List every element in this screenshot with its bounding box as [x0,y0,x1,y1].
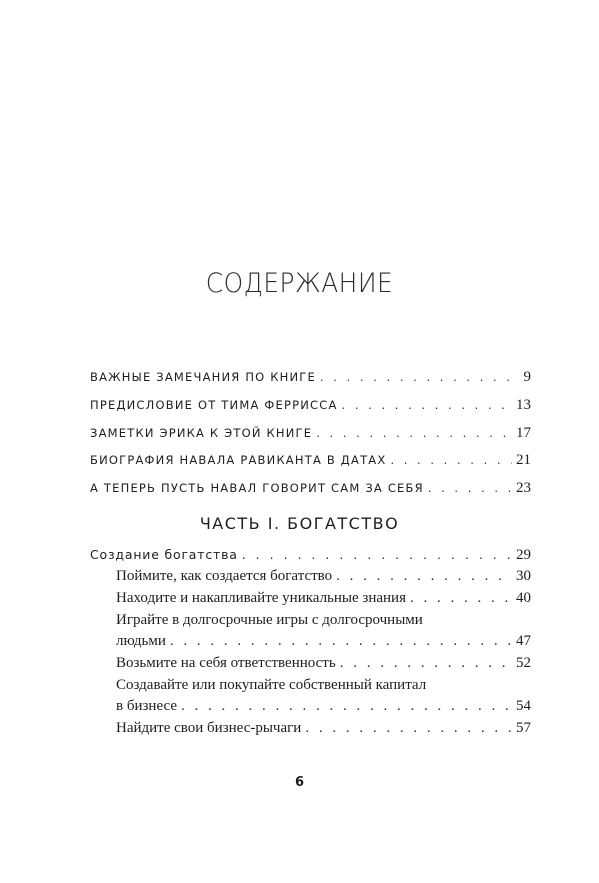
leader-dots [316,426,512,440]
toc-chapter[interactable] [116,698,531,715]
toc-chapter-page: 57 [516,720,531,736]
toc-chapter-label-line2: людьми [116,633,166,649]
leader-dots [242,547,512,562]
leader-dots [342,398,512,412]
toc-chapter-page: 40 [516,590,531,606]
leader-dots [170,633,512,650]
toc-entry-page: 9 [523,369,531,385]
toc-chapter[interactable] [116,720,531,737]
toc-entry-label: ЗАМЕТКИ ЭРИКА К ЭТОЙ КНИГЕ [90,426,313,440]
contents-title: СОДЕРЖАНИЕ [205,268,394,299]
toc-chapter-label: Возьмите на себя ответственность [116,655,336,671]
part-heading: ЧАСТЬ I. БОГАТСТВО [199,514,400,533]
toc-chapter-label-line1[interactable]: Играйте в долгосрочные игры с долгосрочными [116,612,423,628]
toc-entry-page: 13 [516,397,531,413]
toc-entry-page: 17 [516,425,531,441]
toc-section-page: 29 [516,547,531,563]
toc-chapter-page: 54 [516,698,531,714]
toc-section[interactable] [90,547,531,564]
toc-entry[interactable] [90,480,531,497]
toc-entry-label: ПРЕДИСЛОВИЕ ОТ ТИМА ФЕРРИССA [90,398,338,412]
toc-section-label: Создание богатства [90,547,238,562]
toc-entry-label: А ТЕПЕРЬ ПУСТЬ НАВАЛ ГОВОРИТ САМ ЗА СЕБЯ [90,481,424,495]
toc-entry[interactable] [90,452,531,469]
toc-entry-label: ВАЖНЫЕ ЗАМЕЧАНИЯ ПО КНИГЕ [90,370,316,384]
toc-chapter-label: Поймите, как создается богатство [116,568,333,584]
leader-dots [428,481,512,495]
toc-entry[interactable] [90,397,531,414]
leader-dots [305,720,512,737]
leader-dots [340,655,512,672]
page-number: 6 [294,775,305,790]
toc-chapter-label: Находите и накапливайте уникальные знания [116,590,406,606]
leader-dots [336,568,512,585]
toc-chapter-label-line1[interactable]: Создавайте или покупайте собственный капитал [116,677,427,693]
toc-chapter-page: 52 [516,655,531,671]
toc-chapter-page: 30 [516,568,531,584]
toc-chapter-label-line2: в бизнесе [116,698,177,714]
toc-entry-label: БИОГРАФИЯ НАВАЛА РАВИКАНТА В ДАТАХ [90,453,387,467]
toc-chapter[interactable] [116,590,531,607]
toc-entry[interactable] [90,425,531,442]
toc-chapter[interactable] [116,568,531,585]
toc-chapter-label: Найдите свои бизнес-рычаги [116,720,302,736]
toc-entry-page: 23 [516,480,531,496]
toc-chapter[interactable] [116,633,531,650]
leader-dots [320,370,520,384]
leader-dots [181,698,512,715]
leader-dots [410,590,512,607]
leader-dots [390,453,512,467]
toc-chapter[interactable] [116,655,531,672]
toc-entry[interactable] [90,369,531,386]
toc-chapter-page: 47 [516,633,531,649]
toc-entry-page: 21 [516,452,531,468]
